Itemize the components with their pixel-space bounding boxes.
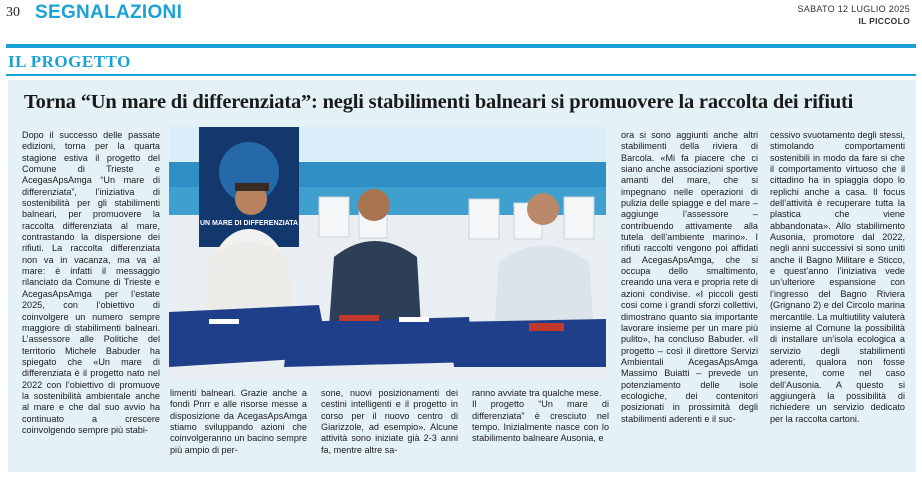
article-column-2 — [170, 388, 307, 456]
page-number: 30 — [6, 5, 20, 20]
top-rule — [6, 44, 916, 48]
issue-date: SABATO 12 LUGLIO 2025 — [797, 4, 910, 14]
article-photo — [169, 127, 606, 381]
column-text: ranno avviate tra qualche mese. — [472, 388, 602, 398]
column-text: limenti balneari. Grazie anche a fondi Pnrr e alle risorse messe a disposizione da AcegasApsAmga stiamo sviluppando azioni che coinvolgeranno un bacino sempre più ampio di per- — [170, 388, 307, 455]
kicker-rule — [6, 74, 916, 76]
section-title: SEGNALAZIONI — [35, 2, 183, 23]
article-column-5 — [621, 130, 758, 425]
article-column-4 — [472, 388, 609, 445]
column-text: sone, nuovi posizionamenti dei cestini intelligenti e il progetto in corso per il nuovo centro di Giarizzole, ad esempio». Alcune attività sono iniziate già 2-3 anni fa, mentre altre sa- — [321, 388, 458, 455]
article-column-3 — [321, 388, 458, 456]
banner-text: UN MARE DI DIFFERENZIATA — [199, 220, 299, 227]
column-text: cessivo svuotamento degli stessi, stimolando comportamenti sostenibili in modo da fare si che il comportamento virtuoso che il cittadino ha in spiaggia dopo lo replichi anche a casa. Il focus dell’attività è recuperare tutta la plastica che viene abbandonata». Allo stabilimento Ausonia, promotore dal 2022, negli anni successivi si sono uniti anche il Bagno Militare e Sticco, e quest’anno l’iniziativa vede un’ulteriore espansione con l’ingresso del Bagno Riviera (Grignano 2) e del Circolo marina mercantile. La multiutility valuterà insieme al Comune la possibilità di installare un’isola ecologica a servizio degli stabilimenti aderenti, qualora non fosse presente, come nel caso dell’Ausonia. A questo si aggiungerà la possibilità di richiedere un servizio dedicato per la raccolta cartoni. — [770, 130, 905, 424]
page-header — [0, 0, 922, 30]
column-text: ora si sono aggiunti anche altri stabilimenti della riviera di Barcola. «Mi fa piacere che ci siano anche associazioni sportive amanti del mare, che si impegnano nelle operazioni di pulizia delle spiagge e del mare – aggiunge l’assessore – contribuendo attivamente alla tutela dell’ambiente marino». I rifiuti raccolti vengono poi affidati ad AcegasApsAmga, che si occupa dello smaltimento, creando una vera e propria rete di azioni condivise. «I piccoli gesti cosi come i grandi sforzi collettivi, dimostrano quanto sia importante lavorare insieme per un mare più pulito», ha concluso Babuder. «Il progetto – così il direttore Servizi Ambientali AcegasApsAmga Massimo Buiatti – prevede un potenziamento delle isole ecologiche, dei contenitori posizionati in prossimità degli stabilimenti aderenti e il suc- — [621, 130, 758, 424]
article-headline: Torna “Un mare di differenziata”: negli stabilimenti balneari si promuovere la raccolta dei rifiuti — [24, 91, 854, 113]
column-text: Dopo il successo delle passate edizioni, torna per la quarta stagione estiva il progetto del Comune di Trieste e AcegasApsAmga “Un mare di differenziata”, l’iniziativa di sostenibilità per gli stabilimenti balneari, per promuovere la raccolta differenziata al mare, contrastando la dispersione dei rifiuti. La raccolta differenziata non va in vacanza, ma va al mare: è infatti il messaggio rilanciato da Comune di Trieste e AcegasApsAmga per l’estate 2025, con l’obiettivo di coinvolgere un numero sempre maggiore di stabilimenti balneari. L’assessore alle Politiche del territorio Michele Babuder ha spiegato che «Un mare di differenziata è il progetto nato nel 2022 con l’obiettivo di promuove la sostenibilità ambientale anche al mare e che dal suo avvio ha continuato a crescere coinvolgendo sempre più stabi- — [22, 130, 160, 435]
newspaper-name: IL PICCOLO — [858, 16, 910, 26]
column-text-cont: Il progetto “Un mare di differenziata” è cresciuto nel tempo. Inizialmente nasce con lo stabilimento balneare Ausonia, e — [472, 399, 609, 444]
article-column-6 — [770, 130, 905, 425]
article-column-1 — [22, 130, 160, 436]
kicker-label: IL PROGETTO — [8, 52, 131, 71]
